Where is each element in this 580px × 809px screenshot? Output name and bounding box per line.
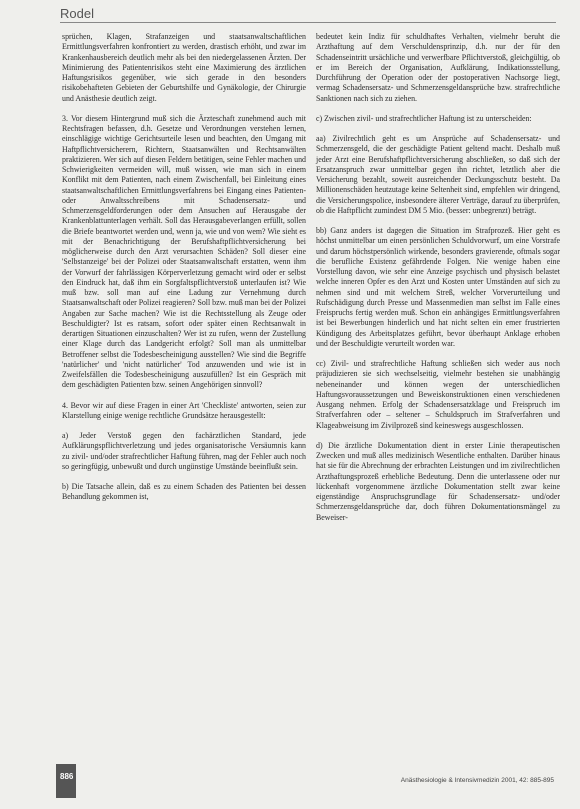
paragraph: a) Jeder Verstoß gegen den fachärztlichen Standard, jede Aufklärungspflichtverletzung und jedes organisatorische Versäumnis kann zu zivil- und/oder strafrechtlicher Haftung führen, mag der Fehler auch noch so geringfügig, unbewußt und durch ungünstige Umstände beeinflußt sein.: [62, 431, 306, 471]
paragraph: c) Zwischen zivil- und strafrechtlicher Haftung ist zu unterscheiden:: [316, 113, 532, 123]
journal-citation: Anästhesiologie & Intensivmedizin 2001, 42: 885-895: [400, 777, 554, 784]
paragraph: cc) Zivil- und strafrechtliche Haftung schließen sich weder aus noch präjudizieren sie sich wechselseitig, vielmehr bestehen sie unabhängig nebeneinander und können wegen der unterschiedlichen Haftungsvoraussetzungen und Beweiskonstruktionen einen verschiedenen Ausgang nehmen. Erfolg der Schadensersatzklage und Freispruch im Strafverfahren oder – seltener – Schuldspruch im Strafverfahren und Klageabweisung im Zivilprozeß sind keineswegs ausgeschlossen.: [316, 359, 560, 430]
paragraph: 4. Bevor wir auf diese Fragen in einer Art 'Checkliste' antworten, seien zur Klarstellung einige wenige rechtliche Grundsätze herausgestellt:: [62, 400, 306, 420]
paragraph: aa) Zivilrechtlich geht es um Ansprüche auf Schadensersatz- und Schmerzensgeld, die der geschädigte Patient geltend macht. Deshalb muß jeder Arzt eine Berufshaftpflichtversicherung abschließen, so daß sich der Ersatzanspruch zwar unmittelbar gegen ihn richtet, letztlich aber die Versicherung bezahlt, soweit ausreichender Deckungsschutz besteht. Da Millionenschäden heutzutage keine Seltenheit sind, empfehlen wir dringend, die Versicherungspolice, insbesondere älterer Verträge, darauf zu überprüfen, ob die Haftpflicht zumindest DM 5 Mio. (besser: unbegrenzt) beträgt.: [316, 134, 560, 215]
paragraph: b) Die Tatsache allein, daß es zu einem Schaden des Patienten bei dessen Behandlung gekommen ist,: [62, 482, 306, 502]
left-column: [62, 32, 306, 503]
paragraph: sprüchen, Klagen, Strafanzeigen und staatsanwaltschaftlichen Ermittlungsverfahren konfrontiert zu werden, drastisch erhöht, und zwar im Krankenhausbereich deutlich mehr als bei den niedergelassenen Ärzten. Der Minimierung des Patientenrisikos steht eine Maximierung des ärztlichen Haftungsrisikos gegenüber, wie sich gerade in den besonders risikobehafteten Gebieten der Geburtshilfe und Gynäkologie, der Chirurgie und Anästhesie deutlich zeigt.: [62, 32, 306, 103]
paragraph: bedeutet kein Indiz für schuldhaftes Verhalten, vielmehr beruht die Arzthaftung auf dem Verschuldensprinzip, d.h. nur der für den Schadenseintritt ursächliche und verwerfbare Pflichtverstoß, gleichgültig, ob er im Bereich der Organisation, Aufklärung, Indikationsstellung, Durchführung der Operation oder der postoperativen Nachsorge liegt, vermag Schadensersatz- und Schmerzensgeldansprüche bzw. strafrechtliche Sanktionen nach sich zu ziehen.: [316, 32, 560, 103]
page-number: 886: [60, 772, 74, 781]
paragraph: bb) Ganz anders ist dagegen die Situation im Strafprozeß. Hier geht es höchst unmittelbar um einen persönlichen Schuldvorwurf, um eine Vorstrafe und darum höchstpersönlich wirkende, besonders gravierende, oftmals sogar die berufliche Existenz gefährdende Folgen. Nie wenige haben eine Vorstellung davon, wie sehr eine Anzeige psychisch und physisch belastet welche inneren Opfer es den Arzt und Kosten unter Umständen auf sich zu nehmen sind und mit welchem Streß, welcher Vorverurteilung und Rufschädigung durch Presse und Massenmedien man selbst im Falle eines Freispruchs fertig werden muß. Schon ein anhängiges Ermittlungsverfahren ist bei Bewerbungen hinderlich und hat nicht selten ein emer frustrierten Kündigung des Arbeitsplatzes geführt, bevor überhaupt Anklage erhoben und der Beschuldigte verurteilt worden war.: [316, 226, 560, 348]
paragraph: d) Die ärztliche Dokumentation dient in erster Linie therapeutischen Zwecken und muß alles medizinisch Wesentliche enthalten. Darüber hinaus hat sie für die Abrechnung der erbrachten Leistungen und im zivilrechtlichen Arzthaftungsprozeß erhebliche Bedeutung. Denn die unterlassene oder nur lückenhaft vorgenommene ärztliche Dokumentation stellt zwar keine eigenständige Anspruchsgrundlage für Schadensersatz- und/oder Schmerzensgeldansprüche dar, doch führen Dokumentationsmängel zu Beweiser-: [316, 440, 560, 522]
right-column: [316, 32, 560, 523]
page-number-badge: [56, 764, 76, 798]
paragraph: 3. Vor diesem Hintergrund muß sich die Ärzteschaft zunehmend auch mit Rechtsfragen befassen, d.h. Gesetze und Verordnungen verstehen lernen, einschlägige wichtige Gerichtsurteile lesen und beachten, den Umgang mit Haftpflichtversicherern, Richtern, Staatsanwälten und Rechtsanwälten praktizieren. Wer sich auf diesen Feldern betätigen, seine Fehler machen und Schwierigkeiten vermeiden will, muß wissen, wie man sich in einem Konflikt mit dem Patienten, nach einem Zwischenfall, bei Einleitung eines staatsanwaltschaftlichen Ermittlungsverfahrens bei Eingang eines Patienten- oder Anwaltsschreibens mit Schadensersatz- und Schmerzensgeldforderungen oder dem Ansuchen auf Herausgabe der Krankenblattunterlagen verhält. Soll das Herausgabeverlangen erfüllt, sollen die Briefe beantwortet werden und, wenn ja, wie und von wem? Wie sieht es mit der Benachrichtigung der Berufshaftpflichtversicherung bei möglicherweise durch den Arzt verursachten Schäden? Soll dieser eine 'Selbstanzeige' bei der Polizei oder Staatsanwaltschaft erstatten, wenn ihm der Vorwurf der fahrlässigen Körperverletzung gemacht wird oder er selbst den Eindruck hat, daß ihm ein Sorgfaltspflichtverstoß unterlaufen ist? Wie muß bzw. soll man auf eine Ladung zur Vernehmung durch Staatsanwaltschaft oder Polizei reagieren? Soll bzw. muß man bei der Polizei Angaben zur Sache machen? Wie ist die Rechtsstellung als Zeuge oder Beschuldigter? Ist es ratsam, sofort oder später einen Rechtsanwalt in derartigen Situationen einzuschalten? Wer ist zu rufen, wenn der Zustellung einer Klage durch das Landgericht erfolgt? Soll man als unmittelbar Betroffener selbst die Todesbescheinigung ausstellen? Wie sind die Begriffe 'natürlicher' und 'nicht natürlicher' Tod anzuwenden und wie ist in Zweifelsfällen die Todesbescheinigung auszufüllen? Ist ein Gespräch mit dem geschädigten Patienten bzw. seinen Angehörigen sinnvoll?: [62, 113, 306, 390]
running-header-author: Rodel: [60, 6, 94, 21]
header-divider: [60, 22, 556, 23]
